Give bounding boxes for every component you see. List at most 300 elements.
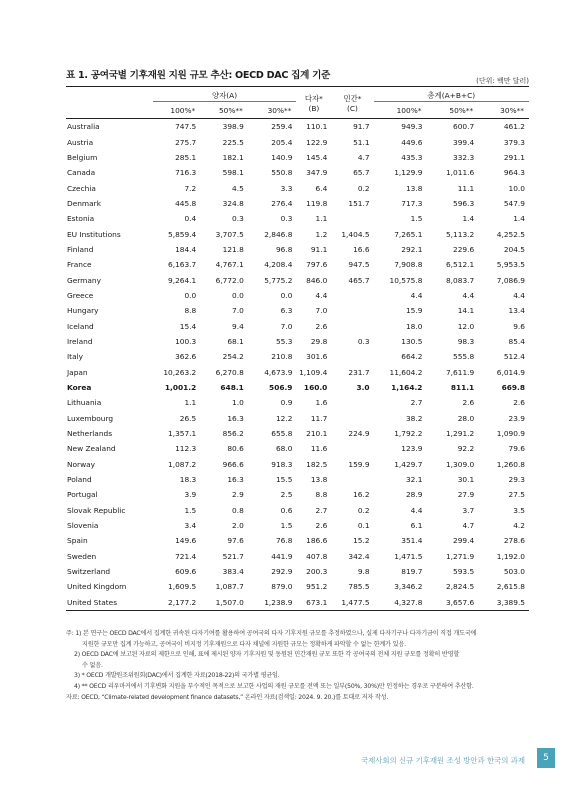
cell-c: 159.9 xyxy=(348,459,370,469)
cell-t30: 13.4 xyxy=(508,306,525,316)
cell-country: Germany xyxy=(67,275,101,285)
cell-t100: 435.3 xyxy=(401,152,423,162)
cell-t100: 4.4 xyxy=(410,505,423,515)
cell-t30: 5,953.5 xyxy=(496,260,525,270)
cell-b: 407.8 xyxy=(306,551,328,561)
cell-a100: 275.7 xyxy=(175,137,197,147)
unit-label: (단위: 백만 달러) xyxy=(476,77,529,85)
cell-c: 1,477.5 xyxy=(331,595,373,611)
cell-t50: 14.1 xyxy=(457,306,475,316)
cell-t30: 204.5 xyxy=(503,244,525,254)
cell-a30: 550.8 xyxy=(271,168,293,178)
cell-a30: 1.5 xyxy=(280,521,293,531)
cell-t100: 1,164.2 xyxy=(391,383,423,393)
cell-c: 0.1 xyxy=(357,521,370,531)
cell-a50: 2.0 xyxy=(232,521,244,531)
header-t-100: 100%* xyxy=(374,102,427,119)
cell-t100: 15.9 xyxy=(405,306,423,316)
cell-c xyxy=(331,303,373,318)
header-country-blank xyxy=(66,102,153,119)
cell-c: 4.7 xyxy=(357,152,370,162)
note-line: 주: 1) 본 연구는 OECD DAC에서 집계한 귀속된 다자기여를 활용하여 공여국의 다자 기후지원 규모를 추정하였으나, 실제 다자기구나 다자기금이 직접 개도국에 xyxy=(66,630,477,637)
cell-t50: 28.0 xyxy=(457,413,475,423)
cell-t30: 6,014.9 xyxy=(496,367,525,377)
cell-t100: 18.0 xyxy=(405,321,423,331)
cell-t50: 600.7 xyxy=(453,122,475,132)
table-row xyxy=(66,411,529,426)
cell-country: EU Institutions xyxy=(67,229,121,239)
cell-t30: 512.4 xyxy=(503,352,525,362)
cell-t100: 351.4 xyxy=(401,536,423,546)
cell-t100: 664.2 xyxy=(401,352,423,362)
cell-a30: 205.4 xyxy=(271,137,293,147)
cell-a100: 285.1 xyxy=(175,152,197,162)
header-t-30: 30%** xyxy=(478,102,529,119)
cell-a30: 506.9 xyxy=(269,383,293,393)
header-private xyxy=(331,87,373,119)
cell-country: Belgium xyxy=(67,152,98,162)
cell-t30: 1,090.9 xyxy=(496,429,525,439)
cell-t30: 1,192.0 xyxy=(496,551,525,561)
cell-country: Netherlands xyxy=(67,429,113,439)
cell-c: 465.7 xyxy=(348,275,370,285)
cell-t100: 1,792.2 xyxy=(394,429,423,439)
cell-t100: 717.3 xyxy=(401,198,423,208)
table-row xyxy=(66,334,529,349)
cell-a100: 184.4 xyxy=(175,244,197,254)
cell-t100: 1,471.5 xyxy=(394,551,423,561)
cell-country: Australia xyxy=(67,122,100,132)
cell-t100: 32.1 xyxy=(405,475,423,485)
header-private-label: 민간* xyxy=(343,93,362,103)
cell-b: 210.1 xyxy=(306,429,328,439)
cell-t100: 7,265.1 xyxy=(394,229,423,239)
cell-t50: 2,824.5 xyxy=(445,582,475,592)
cell-a30: 5,775.2 xyxy=(264,275,293,285)
page-number: 5 xyxy=(537,748,555,768)
cell-t50: 229.6 xyxy=(453,244,475,254)
cell-t50: 3,657.6 xyxy=(426,595,478,611)
cell-b: 347.9 xyxy=(306,168,328,178)
cell-a100: 362.6 xyxy=(175,352,197,362)
cell-t50: 7,611.9 xyxy=(445,367,475,377)
table-row xyxy=(66,165,529,180)
cell-b: 6.4 xyxy=(315,183,328,193)
header-total: 총계(A+B+C) xyxy=(374,87,529,102)
cell-country: Italy xyxy=(67,352,84,362)
cell-t100: 819.7 xyxy=(401,567,423,577)
cell-a50: 225.5 xyxy=(222,137,244,147)
cell-t30: 547.9 xyxy=(503,198,525,208)
cell-a100: 3.4 xyxy=(184,521,197,531)
table-row xyxy=(66,503,529,518)
header-private-sub: (C) xyxy=(346,103,358,113)
table-row xyxy=(66,226,529,241)
table-body xyxy=(66,119,529,611)
cell-a100: 1.5 xyxy=(184,505,197,515)
cell-a100: 1,001.2 xyxy=(164,383,197,393)
cell-t30: 3,389.5 xyxy=(478,595,529,611)
cell-a30: 0.3 xyxy=(280,214,293,224)
cell-t30: 85.4 xyxy=(508,336,525,346)
table-row xyxy=(66,487,529,502)
cell-t30: 291.1 xyxy=(503,152,525,162)
cell-c xyxy=(331,318,373,333)
header-a-50: 50%** xyxy=(200,102,248,119)
cell-a30: 4,673.9 xyxy=(264,367,293,377)
cell-t50: 27.9 xyxy=(457,490,475,500)
cell-a50: 254.2 xyxy=(222,352,244,362)
cell-a100: 1.1 xyxy=(184,398,197,408)
cell-b: 673.1 xyxy=(296,595,331,611)
cell-b: 7.0 xyxy=(315,306,328,316)
cell-b: 1.6 xyxy=(315,398,328,408)
cell-country: Korea xyxy=(67,383,92,393)
header-multilateral xyxy=(296,87,331,119)
cell-a100: 0.4 xyxy=(184,214,197,224)
cell-a30: 4,208.4 xyxy=(264,260,293,270)
cell-t30: 3.5 xyxy=(513,505,525,515)
cell-a50: 4,767.1 xyxy=(215,260,244,270)
cell-b: 951.2 xyxy=(306,582,328,592)
cell-a100: 445.8 xyxy=(175,198,197,208)
cell-t50: 2.6 xyxy=(462,398,475,408)
cell-a50: 6,270.8 xyxy=(215,367,244,377)
cell-t50: 12.0 xyxy=(457,321,475,331)
cell-c: 0.2 xyxy=(357,183,370,193)
cell-t100: 38.2 xyxy=(405,413,423,423)
cell-a30: 0.6 xyxy=(280,505,293,515)
table-row xyxy=(66,395,529,410)
cell-country: Austria xyxy=(67,137,94,147)
table-row xyxy=(66,549,529,564)
cell-t30: 7,086.9 xyxy=(496,275,525,285)
cell-a30: 76.8 xyxy=(275,536,293,546)
note-line: 지원한 규모만 집계 가능하고, 공여국이 비지정 기후재원으로 다자 채널에 지원한 규모는 정확하게 파악할 수 없는 한계가 있음. xyxy=(82,640,406,648)
cell-a30: 3.3 xyxy=(280,183,293,193)
header-multilateral-label: 다자* xyxy=(304,93,323,103)
cell-a100: 3.9 xyxy=(184,490,197,500)
cell-c: 231.7 xyxy=(348,367,370,377)
cell-b: 1.2 xyxy=(315,229,328,239)
table-row xyxy=(66,441,529,456)
cell-a100: 1,087.2 xyxy=(168,459,197,469)
header-multilateral-sub: (B) xyxy=(308,103,320,113)
table-row xyxy=(66,318,529,333)
table-title: 표 1. 공여국별 기후재원 지원 규모 추산: OECD DAC 집계 기준 xyxy=(66,70,331,81)
cell-t50: 3.7 xyxy=(462,505,475,515)
cell-a50: 1,507.0 xyxy=(200,595,248,611)
cell-c: 51.1 xyxy=(353,137,370,147)
cell-t30: 10.0 xyxy=(508,183,525,193)
cell-a30: 15.5 xyxy=(275,475,293,485)
cell-a100: 8.8 xyxy=(184,306,197,316)
cell-b: 91.1 xyxy=(310,244,328,254)
cell-t50: 332.3 xyxy=(453,152,475,162)
cell-a100: 609.6 xyxy=(175,567,197,577)
cell-t50: 30.1 xyxy=(457,475,475,485)
cell-a30: 55.3 xyxy=(275,336,293,346)
cell-a30: 259.4 xyxy=(271,122,293,132)
cell-t30: 2.6 xyxy=(513,398,525,408)
cell-t100: 13.8 xyxy=(405,183,423,193)
cell-b: 1.1 xyxy=(315,214,328,224)
cell-a30: 12.2 xyxy=(275,413,293,423)
cell-a30: 879.0 xyxy=(271,582,293,592)
cell-t30: 27.5 xyxy=(508,490,525,500)
cell-t50: 399.4 xyxy=(453,137,475,147)
header-row-groups xyxy=(66,87,529,102)
cell-t100: 292.1 xyxy=(401,244,423,254)
header-bilateral: 양자(A) xyxy=(153,87,297,102)
table-row xyxy=(66,272,529,287)
cell-a50: 3,707.5 xyxy=(215,229,244,239)
cell-country: Sweden xyxy=(67,551,97,561)
cell-a100: 5,859.4 xyxy=(168,229,197,239)
cell-country: Czechia xyxy=(67,183,96,193)
cell-c: 0.2 xyxy=(357,505,370,515)
cell-t100: 7,908.8 xyxy=(394,260,423,270)
table-row xyxy=(66,457,529,472)
cell-a30: 2,846.8 xyxy=(264,229,293,239)
cell-a50: 68.1 xyxy=(227,336,244,346)
footer-title: 국제사회의 신규 기후재원 조성 방안과 한국의 과제 xyxy=(360,756,525,765)
cell-country: Poland xyxy=(67,475,92,485)
cell-country: Norway xyxy=(67,459,96,469)
cell-country: Spain xyxy=(67,536,88,546)
cell-country: Slovenia xyxy=(67,521,99,531)
cell-t100: 949.3 xyxy=(401,122,423,132)
cell-b: 186.6 xyxy=(306,536,328,546)
cell-c: 3.0 xyxy=(356,383,370,393)
cell-c xyxy=(331,472,373,487)
cell-a30: 276.4 xyxy=(271,198,293,208)
cell-a50: 966.6 xyxy=(222,459,244,469)
cell-b: 29.8 xyxy=(310,336,328,346)
table-row xyxy=(66,349,529,364)
table-row xyxy=(66,579,529,594)
cell-t100: 10,575.8 xyxy=(389,275,423,285)
cell-t50: 11.1 xyxy=(457,183,475,193)
cell-t30: 79.6 xyxy=(508,444,525,454)
note-line: 4) ** OECD 리우마커에서 기후변화 지원을 부수적인 목적으로 보고한 사업의 재원 규모를 전액 또는 일부(50%, 30%)만 인정하는 경우로 구분하여 추산함. xyxy=(74,682,474,690)
cell-t50: 4.7 xyxy=(462,521,475,531)
cell-t50: 92.2 xyxy=(457,444,475,454)
cell-c: 1,404.5 xyxy=(341,229,370,239)
note-line: 3) * OECD 개발원조위원회(DAC)에서 집계한 자료(2018-22)의 국가별 평균임. xyxy=(74,672,280,680)
cell-a30: 68.0 xyxy=(275,444,293,454)
cell-t50: 811.1 xyxy=(450,383,475,393)
cell-country: Denmark xyxy=(67,198,101,208)
cell-b: 2.6 xyxy=(315,321,328,331)
table-row xyxy=(66,257,529,272)
cell-a30: 6.3 xyxy=(280,306,293,316)
cell-a100: 149.6 xyxy=(175,536,197,546)
cell-c xyxy=(331,349,373,364)
cell-t50: 5,113.2 xyxy=(445,229,475,239)
table-row xyxy=(66,150,529,165)
cell-a100: 10,263.2 xyxy=(163,367,197,377)
cell-b: 200.3 xyxy=(306,567,328,577)
cell-b: 4.4 xyxy=(315,290,328,300)
cell-country: New Zealand xyxy=(67,444,116,454)
table-row xyxy=(66,365,529,380)
table-row xyxy=(66,134,529,149)
cell-a100: 100.3 xyxy=(175,336,197,346)
cell-a50: 1,087.7 xyxy=(215,582,244,592)
cell-country: Canada xyxy=(67,168,96,178)
note-line: 수 없음. xyxy=(82,661,103,669)
cell-t30: 379.3 xyxy=(503,137,525,147)
notes xyxy=(66,629,536,703)
cell-c: 947.5 xyxy=(348,260,370,270)
cell-t100: 3,346.2 xyxy=(394,582,423,592)
cell-t50: 98.3 xyxy=(457,336,475,346)
cell-country: Iceland xyxy=(67,321,94,331)
cell-a30: 1,238.9 xyxy=(248,595,297,611)
cell-b: 8.8 xyxy=(315,490,328,500)
header-a-30: 30%** xyxy=(248,102,297,119)
table-row xyxy=(66,380,529,395)
cell-b: 2.7 xyxy=(315,505,328,515)
cell-a100: 9,264.1 xyxy=(168,275,197,285)
cell-t50: 1,291.2 xyxy=(445,429,475,439)
cell-t100: 1.5 xyxy=(410,214,423,224)
cell-c: 342.4 xyxy=(348,551,370,561)
cell-t50: 4.4 xyxy=(462,290,475,300)
table-row xyxy=(66,518,529,533)
cell-country: Slovak Republic xyxy=(67,505,126,515)
table-row xyxy=(66,211,529,226)
table-row xyxy=(66,288,529,303)
cell-t50: 1,309.0 xyxy=(445,459,475,469)
cell-t50: 6,512.1 xyxy=(445,260,475,270)
cell-c: 91.7 xyxy=(353,122,370,132)
cell-b: 182.5 xyxy=(306,459,328,469)
cell-b: 846.0 xyxy=(306,275,328,285)
cell-t50: 8,083.7 xyxy=(445,275,475,285)
cell-t30: 23.9 xyxy=(508,413,525,423)
cell-a50: 97.6 xyxy=(227,536,244,546)
cell-t100: 4.4 xyxy=(410,290,423,300)
table-row xyxy=(66,472,529,487)
cell-a50: 80.6 xyxy=(227,444,244,454)
header-t-50: 50%** xyxy=(426,102,478,119)
cell-t30: 4.2 xyxy=(513,521,525,531)
cell-a30: 0.0 xyxy=(280,290,293,300)
cell-a30: 0.9 xyxy=(280,398,293,408)
cell-country: Lithuania xyxy=(67,398,102,408)
cell-t30: 29.3 xyxy=(508,475,525,485)
note-line: 2) OECD DAC에 보고된 자료의 제한으로 인해, 표에 제시된 양자 기후지원 및 동원된 민간재원 규모 또한 각 공여국의 전체 지원 규모를 정확히 반영할 xyxy=(74,651,460,659)
cell-t100: 449.6 xyxy=(401,137,423,147)
cell-a50: 182.1 xyxy=(222,152,244,162)
cell-a100: 26.5 xyxy=(179,413,197,423)
cell-t100: 4,327.8 xyxy=(374,595,427,611)
cell-a100: 1,357.1 xyxy=(168,429,197,439)
table-row xyxy=(66,595,529,611)
cell-t100: 6.1 xyxy=(410,521,423,531)
cell-country: Ireland xyxy=(67,336,93,346)
cell-c: 16.6 xyxy=(353,244,370,254)
cell-a100: 7.2 xyxy=(184,183,197,193)
cell-b: 110.1 xyxy=(306,122,328,132)
cell-t30: 1,260.8 xyxy=(496,459,525,469)
cell-a100: 112.3 xyxy=(175,444,197,454)
table-row xyxy=(66,180,529,195)
cell-b: 11.6 xyxy=(310,444,328,454)
cell-a50: 521.7 xyxy=(222,551,244,561)
header-country xyxy=(66,87,153,102)
cell-a30: 441.9 xyxy=(271,551,293,561)
table-row xyxy=(66,426,529,441)
table-row xyxy=(66,303,529,318)
cell-a50: 324.8 xyxy=(222,198,244,208)
table-row xyxy=(66,564,529,579)
cell-b: 13.8 xyxy=(310,475,328,485)
climate-finance-table xyxy=(66,86,529,611)
cell-country: Luxembourg xyxy=(67,413,114,423)
cell-b: 160.0 xyxy=(303,383,328,393)
cell-a100: 1,609.5 xyxy=(168,582,197,592)
cell-t30: 278.6 xyxy=(503,536,525,546)
cell-t50: 1,271.9 xyxy=(445,551,475,561)
cell-t30: 2,615.8 xyxy=(496,582,525,592)
cell-a100: 15.4 xyxy=(179,321,197,331)
cell-a50: 2.9 xyxy=(232,490,244,500)
cell-a30: 96.8 xyxy=(275,244,293,254)
cell-c: 785.5 xyxy=(348,582,370,592)
cell-t30: 669.8 xyxy=(501,383,525,393)
table-row xyxy=(66,533,529,548)
cell-a100: 721.4 xyxy=(175,551,197,561)
cell-t30: 1.4 xyxy=(513,214,525,224)
cell-t30: 964.3 xyxy=(503,168,525,178)
cell-country: Switzerland xyxy=(67,567,111,577)
cell-b: 1,109.4 xyxy=(299,367,328,377)
cell-a100: 6,163.7 xyxy=(168,260,197,270)
cell-c xyxy=(331,211,373,226)
cell-c: 151.7 xyxy=(348,198,370,208)
cell-country: Hungary xyxy=(67,306,99,316)
cell-a30: 918.3 xyxy=(271,459,293,469)
cell-t50: 555.8 xyxy=(453,352,475,362)
cell-country: France xyxy=(67,260,92,270)
cell-b: 119.8 xyxy=(306,198,328,208)
cell-a30: 210.8 xyxy=(271,352,293,362)
cell-country: Portugal xyxy=(67,490,98,500)
cell-c: 0.3 xyxy=(357,336,370,346)
cell-b: 301.6 xyxy=(306,352,328,362)
cell-t50: 1.4 xyxy=(462,214,475,224)
cell-a50: 0.8 xyxy=(232,505,244,515)
cell-t100: 2.7 xyxy=(410,398,423,408)
cell-b: 145.4 xyxy=(306,152,328,162)
cell-a100: 2,177.2 xyxy=(153,595,201,611)
cell-t30: 4.4 xyxy=(513,290,525,300)
cell-a50: 4.5 xyxy=(232,183,244,193)
cell-a50: 856.2 xyxy=(222,429,244,439)
cell-t100: 1,129.9 xyxy=(394,168,423,178)
cell-t30: 503.0 xyxy=(503,567,525,577)
cell-t100: 28.9 xyxy=(405,490,423,500)
cell-a100: 716.3 xyxy=(175,168,197,178)
cell-b: 797.6 xyxy=(306,260,328,270)
cell-a50: 0.3 xyxy=(232,214,244,224)
table-row xyxy=(66,196,529,211)
header-a-100: 100%* xyxy=(153,102,201,119)
cell-t50: 596.3 xyxy=(453,198,475,208)
